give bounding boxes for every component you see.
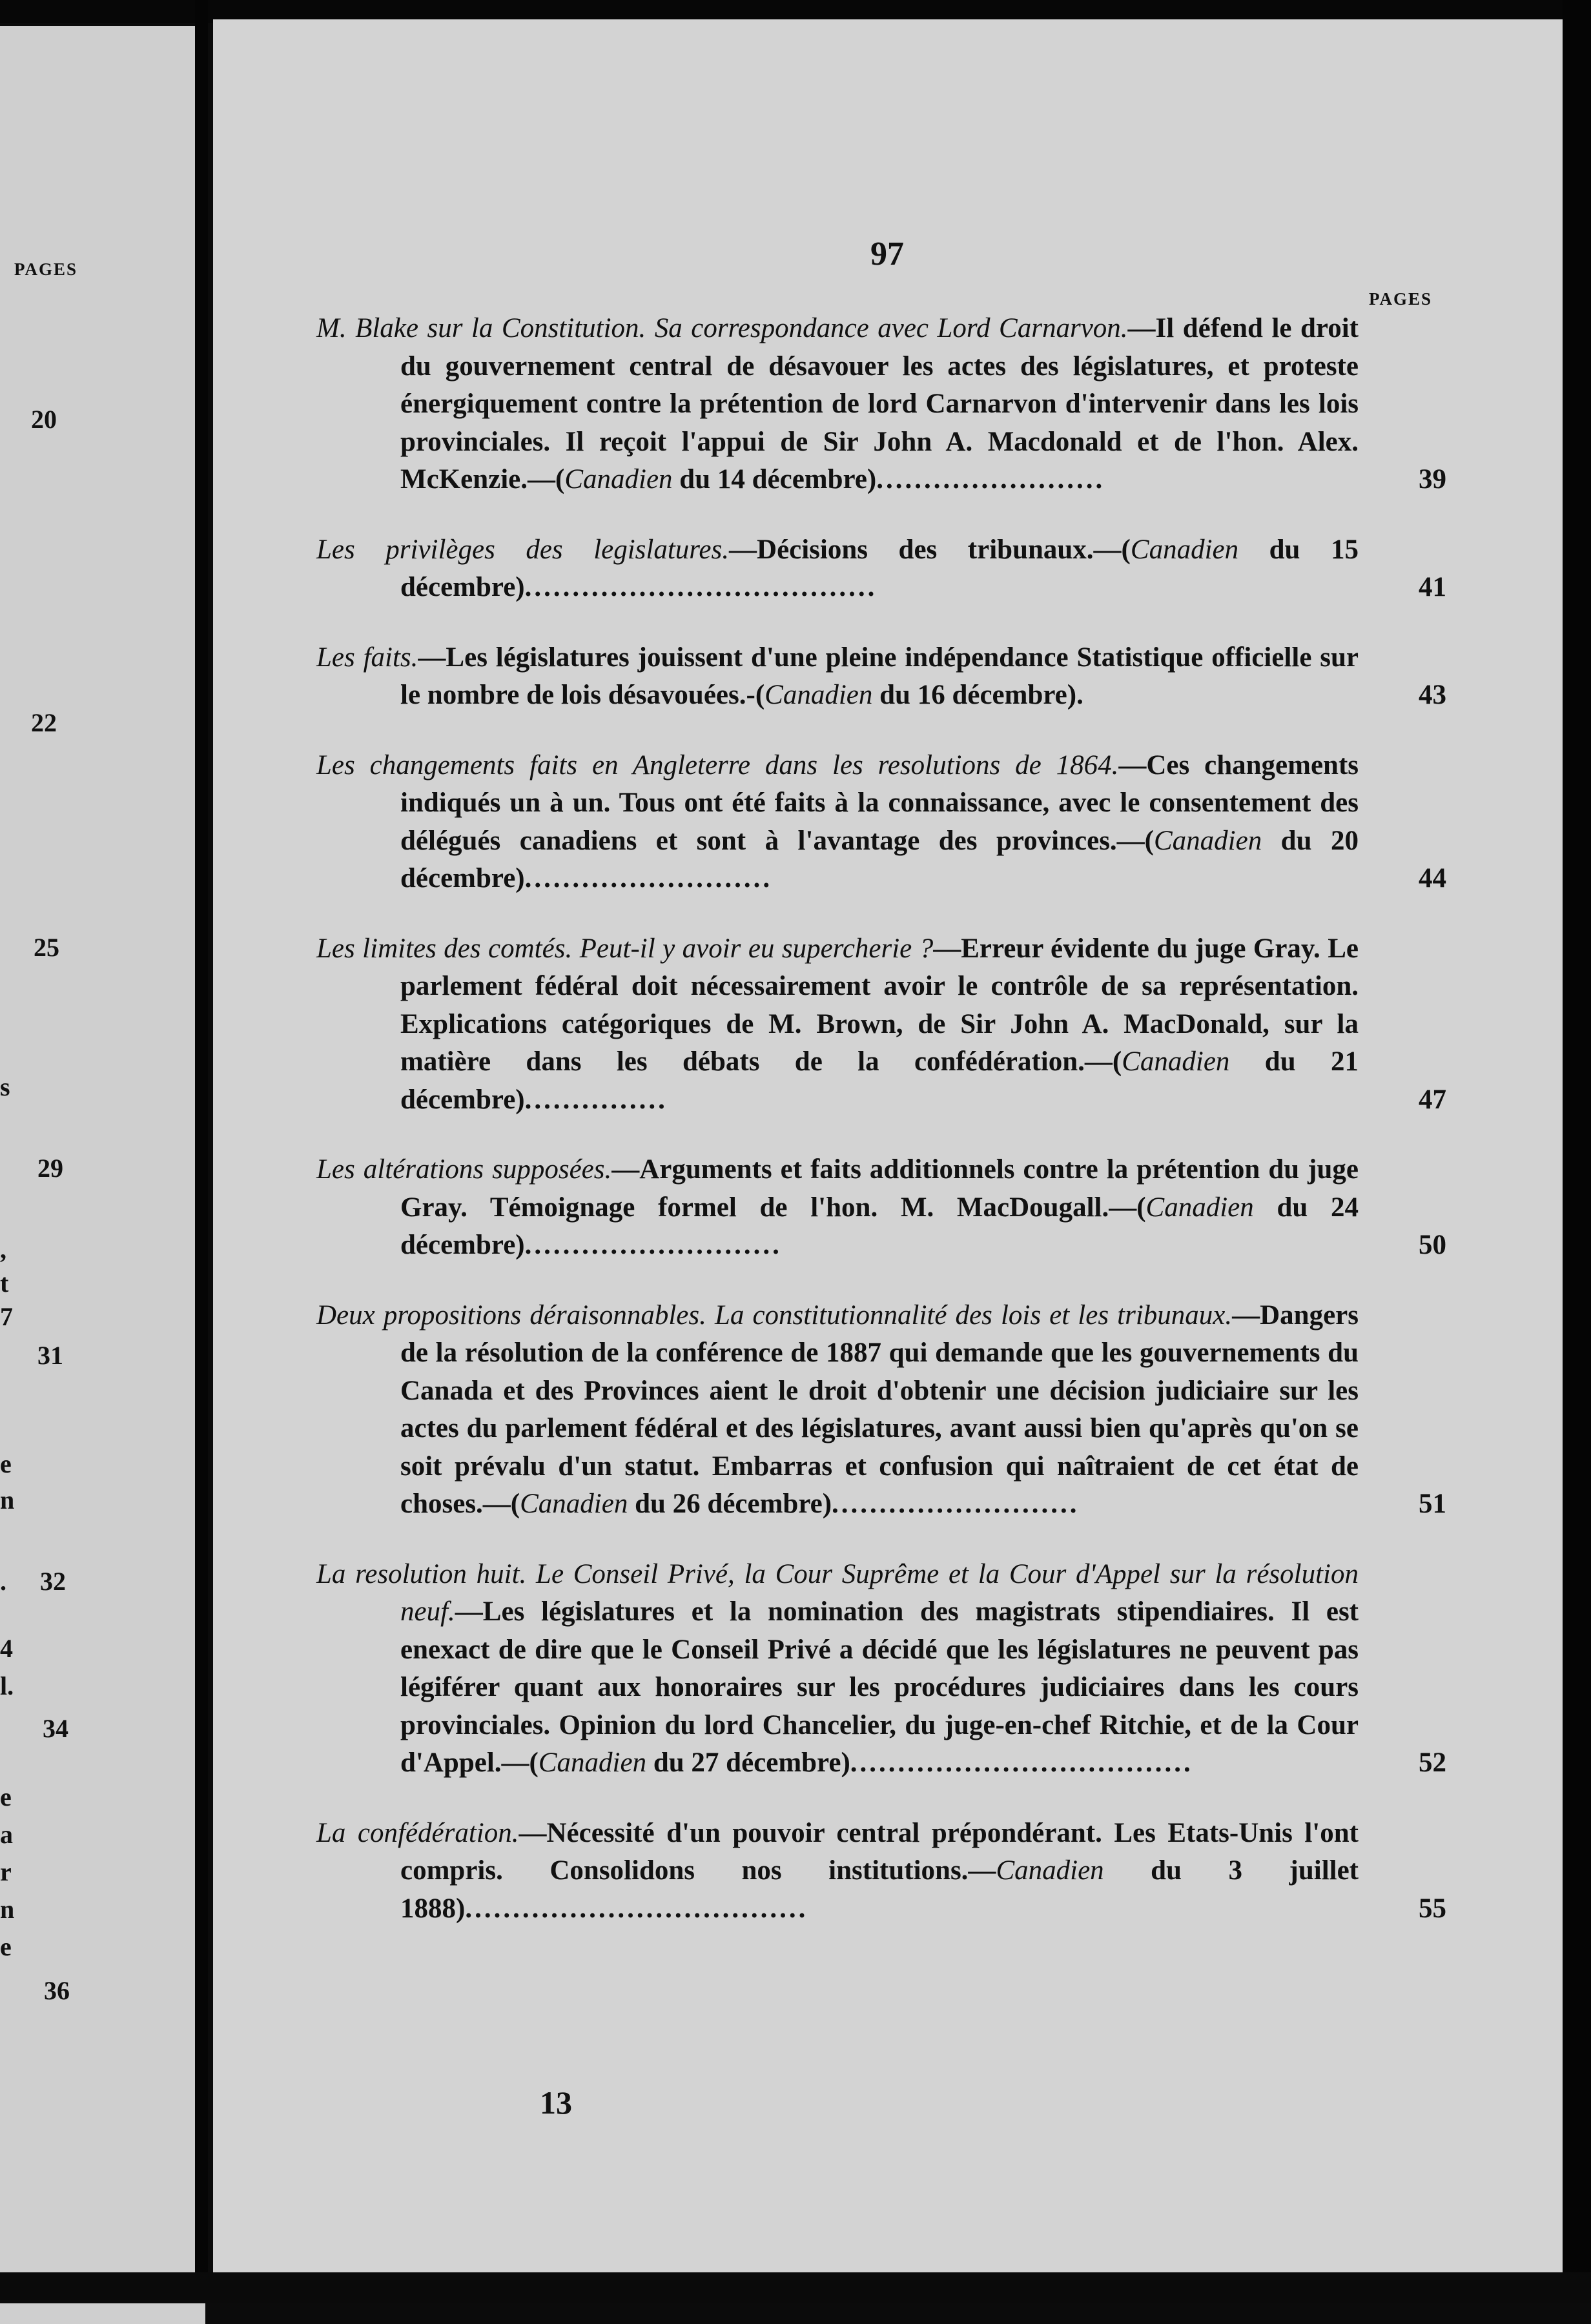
entry-page-number: 44: [1419, 863, 1446, 893]
page-number: 97: [870, 236, 904, 272]
toc-entry: Les privilèges des legislatures.—Décisions des tribunaux.—(Canadien du 15 décembre)..................................... 41: [316, 531, 1375, 607]
entry-page-number: 55: [1419, 1893, 1446, 1924]
entry-title: Deux propositions déraisonnables. La constitutionnalité des lois et les tribunaux.: [316, 1300, 1233, 1330]
entry-source: Canadien: [538, 1748, 647, 1778]
entry-page-number: 50: [1419, 1230, 1446, 1260]
left-text-fragment: n: [0, 1485, 15, 1514]
pages-column-heading: PAGES: [1369, 289, 1433, 309]
entry-page-number: 51: [1419, 1489, 1446, 1519]
left-page-number: 20: [31, 405, 57, 434]
left-text-fragment: e: [0, 1932, 12, 1961]
left-page-number: 34: [43, 1714, 68, 1743]
entry-title: M. Blake sur la Constitution. Sa correspondance avec Lord Carnarvon.: [316, 313, 1128, 343]
entry-date: du 21 décembre): [400, 1046, 1359, 1115]
left-text-fragment: e: [0, 1449, 12, 1478]
entry-summary: —Nécessité d'un pouvoir central prépondérant. Les Etats-Unis l'ont compris. Consolidons nos institutions.—: [400, 1817, 1359, 1886]
entry-date: du 26 décembre): [628, 1489, 832, 1519]
entry-source: Canadien: [520, 1489, 628, 1519]
entry-summary: —Il défend le droit du gouvernement central de désavouer les actes des législatures, et proteste énergiquement contre la prétention de lord Carnarvon d'intervenir dans les lois provinciales. Il reçoit l'appui de Sir John A. Macdonald et de l'hon. Alex. McKenzie.—(: [400, 313, 1359, 494]
left-text-fragment: s: [0, 1072, 10, 1101]
entry-title: La confédération.: [316, 1817, 519, 1848]
entry-source: Canadien: [996, 1855, 1104, 1886]
left-text-fragment: e: [0, 1782, 12, 1811]
toc-entry: M. Blake sur la Constitution. Sa correspondance avec Lord Carnarvon.—Il défend le droit du gouvernement central de désavouer les actes des législatures, et proteste énergiquement contre la prétention de lord Carnarvon d'intervenir dans les lois provinciales. Il reçoit l'appui de Sir John A. Macdonald et de l'hon. Alex. McKenzie.—(Canadien du 14 décembre)........................ 39: [316, 310, 1375, 499]
left-text-fragment: ,: [0, 1235, 6, 1264]
left-text-fragment: t: [0, 1269, 9, 1298]
entry-source: Canadien: [1154, 825, 1262, 856]
entry-date: du 16 décembre).: [872, 680, 1083, 710]
left-page-number: 22: [31, 708, 57, 737]
toc-entry: Les limites des comtés. Peut-il y avoir eu supercherie ?—Erreur évidente du juge Gray. Le parlement fédéral doit nécessairement avoir le contrôle de sa représentation. Explications catégoriques de M. Brown, de Sir John A. MacDonald, sur la matière dans les débats de la confédération.—(Canadien du 21 décembre)............... 47: [316, 930, 1375, 1119]
left-facing-page: [0, 26, 205, 2324]
toc-entry: La resolution huit. Le Conseil Privé, la Cour Suprême et la Cour d'Appel sur la résolution neuf.—Les législatures et la nomination des magistrats stipendiaires. Il est enexact de dire que le Conseil Privé a décidé que les législatures ne peuvent pas légiférer quant aux honoraires sur les procédures judiciaires dans les cours provinciales. Opinion du lord Chancelier, du juge-en-chef Ritchie, et de la Cour d'Appel.—(Canadien du 27 décembre).................................... 52: [316, 1556, 1375, 1782]
entry-source: Canadien: [1122, 1046, 1230, 1077]
left-text-fragment: n: [0, 1895, 15, 1924]
toc-entry: [316, 639, 1446, 715]
entry-title: Les privilèges des legislatures.: [316, 534, 730, 565]
left-text-fragment: 4: [0, 1634, 13, 1663]
entry-summary: —Arguments et faits additionnels contre la prétention du juge Gray. Témoignage formel de l'hon. M. MacDougall.—(: [400, 1154, 1359, 1223]
right-scan-border: [1563, 0, 1591, 2303]
entry-page-number: 47: [1419, 1084, 1446, 1115]
left-page-number: 36: [44, 1976, 70, 2005]
toc-entry: Deux propositions déraisonnables. La constitutionnalité des lois et les tribunaux.—Dangers de la résolution de la conférence de 1887 qui demande que les gouvernements du Canada et des Provinces aient le droit d'obtenir une décision judiciaire sur les actes du parlement fédéral et des législatures, avant aussi bien qu'après qu'on se soit prévalu d'un statut. Embarras et confusion qui naîtraient de cet état de choses.—(Canadien du 26 décembre).......................... 51: [316, 1297, 1375, 1524]
left-text-fragment: r: [0, 1857, 12, 1886]
toc-entry: Les altérations supposées.—Arguments et faits additionnels contre la prétention du juge Gray. Témoignage formel de l'hon. M. MacDougall.—(Canadien du 24 décembre)........................... 50: [316, 1151, 1375, 1265]
book-spine: [195, 0, 208, 2303]
left-text-fragment: a: [0, 1820, 13, 1849]
entry-title: La resolution huit. Le Conseil Privé, la Cour Suprême et la Cour d'Appel sur la résolution neuf.: [316, 1558, 1359, 1627]
entry-date: du 3 juillet 1888): [400, 1855, 1359, 1924]
entry-date: du 15 décembre): [400, 534, 1359, 602]
entry-title: Les altérations supposées.: [316, 1154, 612, 1185]
entry-source: Canadien: [564, 464, 673, 494]
entry-date: du 20 décembre): [400, 825, 1359, 893]
entry-title: Les faits.: [316, 642, 418, 673]
left-text-fragment: 7: [0, 1302, 13, 1331]
entry-summary: —Erreur évidente du juge Gray. Le parlement fédéral doit nécessairement avoir le contrôle de sa représentation. Explications catégoriques de M. Brown, de Sir John A. MacDonald, sur la matière dans les débats de la confédération.—(: [400, 933, 1359, 1077]
entry-page-number: 41: [1419, 572, 1446, 602]
left-page-number: 31: [37, 1341, 63, 1370]
entry-source: Canadien: [1145, 1192, 1254, 1223]
entry-summary: —Décisions des tribunaux.—(: [729, 534, 1131, 565]
left-page-number: 32: [40, 1567, 66, 1596]
entry-date: du 14 décembre): [672, 464, 877, 494]
entry-summary: —Les législatures et la nomination des magistrats stipendiaires. Il est enexact de dire que le Conseil Privé a décidé que les législatures ne peuvent pas légiférer quant aux honoraires sur les procédures judiciaires dans les cours provinciales. Opinion du lord Chancelier, du juge-en-chef Ritchie, et de la Cour d'Appel.—(: [400, 1596, 1359, 1778]
left-pages-heading: PAGES: [14, 260, 78, 279]
entry-page-number: 52: [1419, 1748, 1446, 1778]
entry-date: du 27 décembre): [646, 1748, 850, 1778]
entry-summary: —Dangers de la résolution de la conférence de 1887 qui demande que les gouvernements du Canada et des Provinces aient le droit d'obtenir une décision judiciaire sur les actes du parlement fédéral et des législatures, avant aussi bien qu'après qu'on se soit prévalu d'un statut. Embarras et confusion qui naîtraient de cet état de choses.—(: [400, 1300, 1359, 1519]
entry-source: Canadien: [765, 680, 873, 710]
entry-title: Les limites des comtés. Peut-il y avoir eu supercherie ?: [316, 933, 934, 964]
table-of-contents: [316, 310, 1446, 1960]
left-text-fragment: .: [0, 1567, 6, 1596]
left-page-number: 25: [34, 933, 59, 962]
left-page-number: 29: [37, 1154, 63, 1183]
entry-title: Les changements faits en Angleterre dans les resolutions de 1864.: [316, 749, 1119, 780]
entry-summary: —Ces changements indiqués un à un. Tous ont été faits à la connaissance, avec le consentement des délégués canadiens et sont à l'avantage des provinces.—(: [400, 749, 1359, 856]
toc-entry: Les changements faits en Angleterre dans les resolutions de 1864.—Ces changements indiqués un à un. Tous ont été faits à la connaissance, avec le consentement des délégués canadiens et sont à l'avantage des provinces.—(Canadien du 20 décembre).......................... 44: [316, 747, 1375, 898]
signature-mark: 13: [540, 2084, 572, 2121]
entry-page-number: 39: [1419, 464, 1446, 494]
left-text-fragment: l.: [0, 1671, 14, 1700]
entry-summary: —Les législatures jouissent d'une pleine indépendance Statistique officielle sur le nombre de lois désavouées.-(: [400, 642, 1359, 710]
entry-source: Canadien: [1130, 534, 1239, 565]
toc-entry: La confédération.—Nécessité d'un pouvoir central prépondérant. Les Etats-Unis l'ont compris. Consolidons nos institutions.—Canadien du 3 juillet 1888).................................... 55: [316, 1815, 1375, 1928]
entry-page-number: 43: [1419, 680, 1446, 710]
bottom-scan-border: [0, 2272, 1591, 2303]
entry-date: du 24 décembre): [400, 1192, 1359, 1260]
